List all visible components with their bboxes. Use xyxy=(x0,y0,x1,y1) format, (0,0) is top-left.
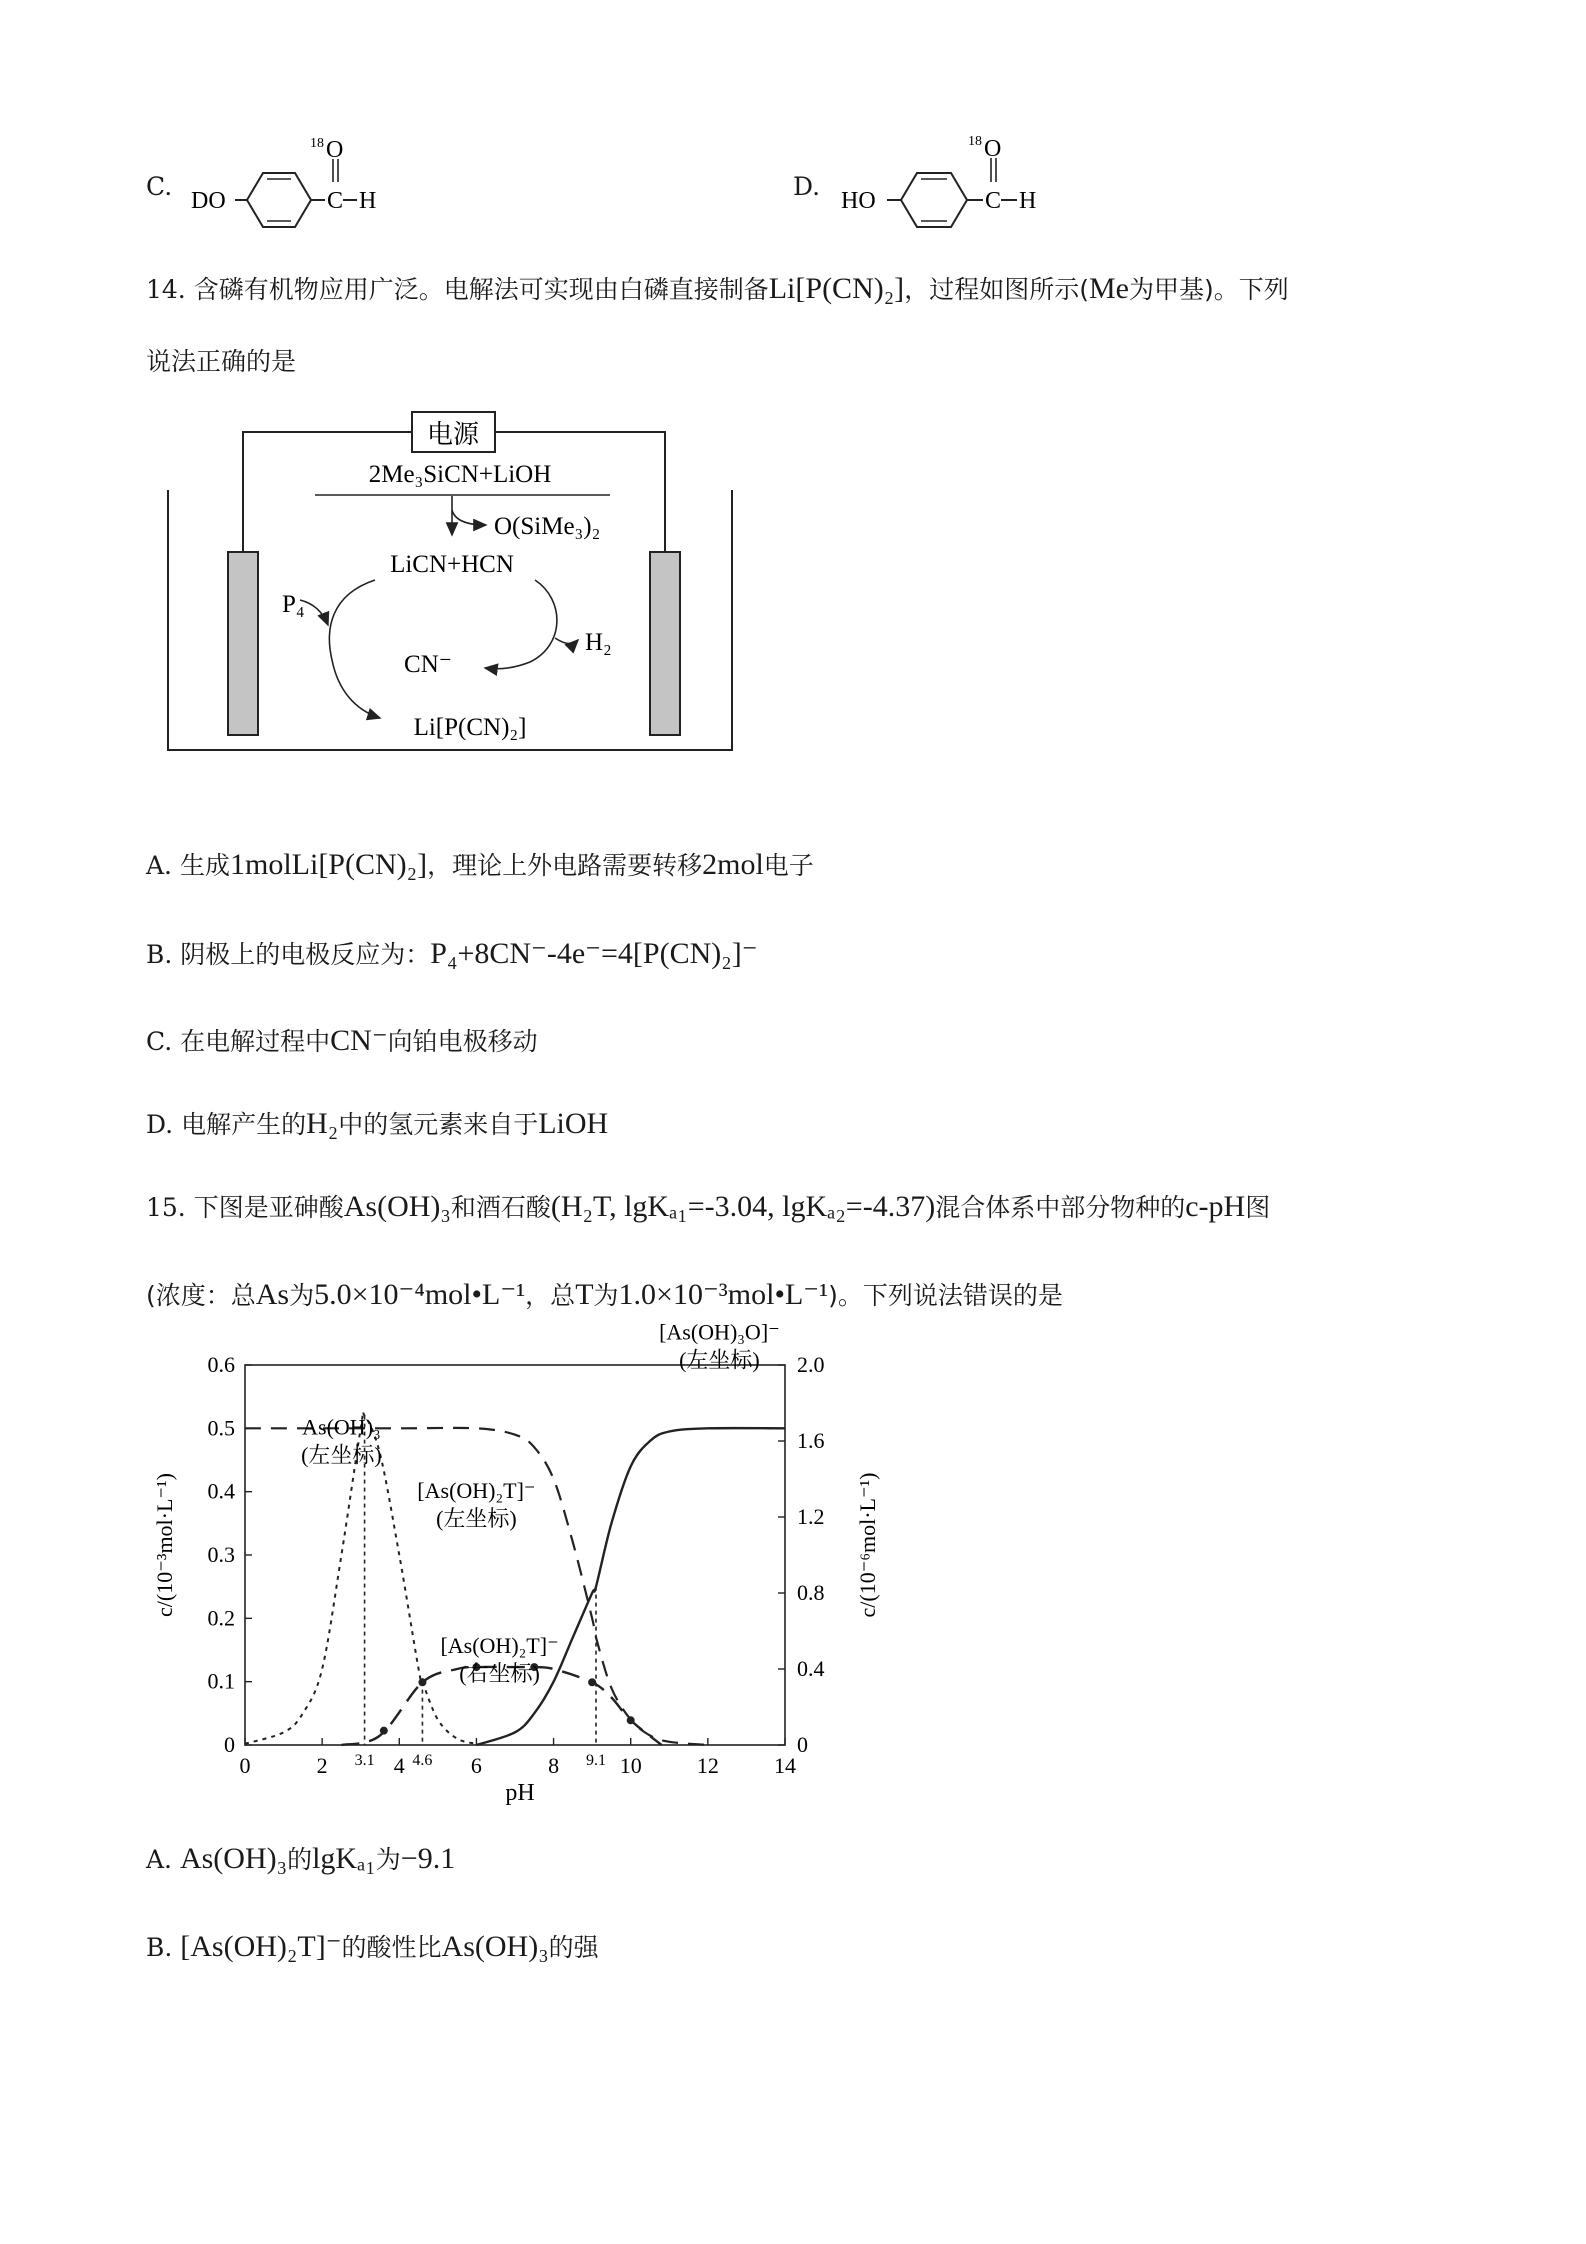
series-label-axis-0: (左坐标) xyxy=(301,1442,382,1468)
x-tick-label: 12 xyxy=(696,1753,719,1778)
option-d-structure xyxy=(835,130,1075,235)
series-line-3 xyxy=(476,1428,785,1745)
ref-label-4.6: 4.6 xyxy=(412,1752,433,1769)
series-label-axis-1: (左坐标) xyxy=(436,1506,517,1531)
y-right-tick-label: 0.4 xyxy=(797,1656,825,1681)
structure-d-left-group: HO xyxy=(841,188,876,214)
svg-text:O: O xyxy=(326,137,344,163)
svg-text:H: H xyxy=(359,188,377,214)
x-tick-label: 10 xyxy=(619,1753,642,1778)
q15-option-b: B. [As(OH)₂T]⁻的酸性比As(OH)₃的强 xyxy=(146,1930,599,1963)
y-left-tick-label: 0.1 xyxy=(207,1668,235,1694)
y-right-tick-label: 2.0 xyxy=(797,1352,825,1377)
x-tick-label: 8 xyxy=(548,1753,560,1778)
series-marker xyxy=(380,1727,388,1735)
p4-label: P₄ xyxy=(282,591,305,618)
option-c-structure xyxy=(185,135,405,235)
svg-text:H: H xyxy=(1019,188,1037,214)
q14-option-c: C. 在电解过程中CN⁻向铂电极移动 xyxy=(146,1024,538,1057)
q14-stem-line1: 14. 含磷有机物应用广泛。电解法可实现由白磷直接制备Li[P(CN)₂]，过程如图所示(Me为甲基)。下列 xyxy=(146,272,1289,305)
y-right-tick-label: 0 xyxy=(797,1732,808,1757)
reactants-label: 2Me₃SiCN+LiOH xyxy=(368,461,552,488)
ref-label-9.1: 9.1 xyxy=(586,1752,606,1769)
y-left-tick-label: 0.2 xyxy=(207,1605,235,1631)
svg-text:O: O xyxy=(984,136,1002,162)
structure-c-left-group: DO xyxy=(191,188,226,214)
svg-text:18: 18 xyxy=(968,134,982,149)
product-label: Li[P(CN)₂] xyxy=(413,714,527,741)
y-right-tick-label: 1.6 xyxy=(797,1428,825,1453)
byproduct-label: O(SiMe₃)₂ xyxy=(494,513,601,540)
series-line-1 xyxy=(245,1428,708,1745)
svg-text:18: 18 xyxy=(310,136,324,151)
option-d-label: D. xyxy=(793,172,821,201)
series-marker xyxy=(588,1678,596,1686)
x-tick-label: 6 xyxy=(470,1753,482,1778)
ref-label-3.1: 3.1 xyxy=(354,1752,375,1769)
y-right-tick-label: 0.8 xyxy=(797,1580,825,1605)
x-tick-label: 14 xyxy=(774,1753,796,1778)
y-axis-right-label: c/(10⁻⁶mol·L⁻¹) xyxy=(855,1472,880,1618)
electrolysis-diagram xyxy=(160,400,750,760)
q14-option-d: D. 电解产生的H₂中的氢元素来自于LiOH xyxy=(146,1107,609,1140)
left-electrode xyxy=(228,552,258,735)
y-left-tick-label: 0.5 xyxy=(207,1415,235,1441)
power-source-label: 电源 xyxy=(426,420,480,450)
q15-option-a: A. As(OH)₃的lgKₐ₁为−9.1 xyxy=(146,1842,456,1875)
c-ph-chart xyxy=(140,1319,920,1815)
cn-ion-label: CN⁻ xyxy=(404,651,452,678)
series-label-axis-2: (右坐标) xyxy=(459,1661,540,1687)
h2-label: H₂ xyxy=(585,629,612,656)
series-marker xyxy=(627,1716,635,1724)
y-left-tick-label: 0.6 xyxy=(207,1352,235,1377)
x-tick-label: 2 xyxy=(316,1753,328,1778)
y-axis-left-label: c/(10⁻³mol·L⁻¹) xyxy=(152,1473,177,1617)
y-left-tick-label: 0.4 xyxy=(207,1478,235,1504)
right-electrode xyxy=(650,552,680,735)
x-tick-label: 4 xyxy=(393,1753,405,1778)
series-label-axis-3: (左坐标) xyxy=(679,1347,760,1373)
y-right-tick-label: 1.2 xyxy=(797,1504,825,1529)
series-label-1: [As(OH)₂T]⁻ xyxy=(417,1478,536,1503)
svg-text:C: C xyxy=(327,188,344,214)
q14-option-a: A. 生成1molLi[P(CN)₂]，理论上外电路需要转移2mol电子 xyxy=(146,848,814,881)
q14-option-b: B. 阴极上的电极反应为：P₄+8CN⁻-4e⁻=4[P(CN)₂]⁻ xyxy=(146,937,758,970)
q14-stem-line2: 说法正确的是 xyxy=(146,347,297,376)
y-left-tick-label: 0.3 xyxy=(207,1542,235,1567)
series-label-0: As(OH)₃ xyxy=(302,1414,381,1440)
q15-stem-line1: 15. 下图是亚砷酸As(OH)₃和酒石酸(H₂T, lgKₐ₁=-3.04, lgKₐ₂=-4.37)混合体系中部分物种的c-pH图 xyxy=(146,1190,1271,1223)
x-tick-label: 0 xyxy=(239,1753,251,1778)
q15-stem-line2: (浓度：总As为5.0×10⁻⁴mol•L⁻¹，总T为1.0×10⁻³mol•L⁻¹)。下列说法错误的是 xyxy=(146,1278,1063,1311)
intermediate-label: LiCN+HCN xyxy=(390,551,514,578)
svg-text:C: C xyxy=(985,188,1002,214)
x-axis-label: pH xyxy=(505,1780,535,1806)
y-left-tick-label: 0 xyxy=(224,1732,235,1757)
option-c-label: C. xyxy=(146,172,173,201)
series-label-3: [As(OH)₃O]⁻ xyxy=(659,1319,780,1345)
series-label-2: [As(OH)₂T]⁻ xyxy=(440,1633,559,1659)
